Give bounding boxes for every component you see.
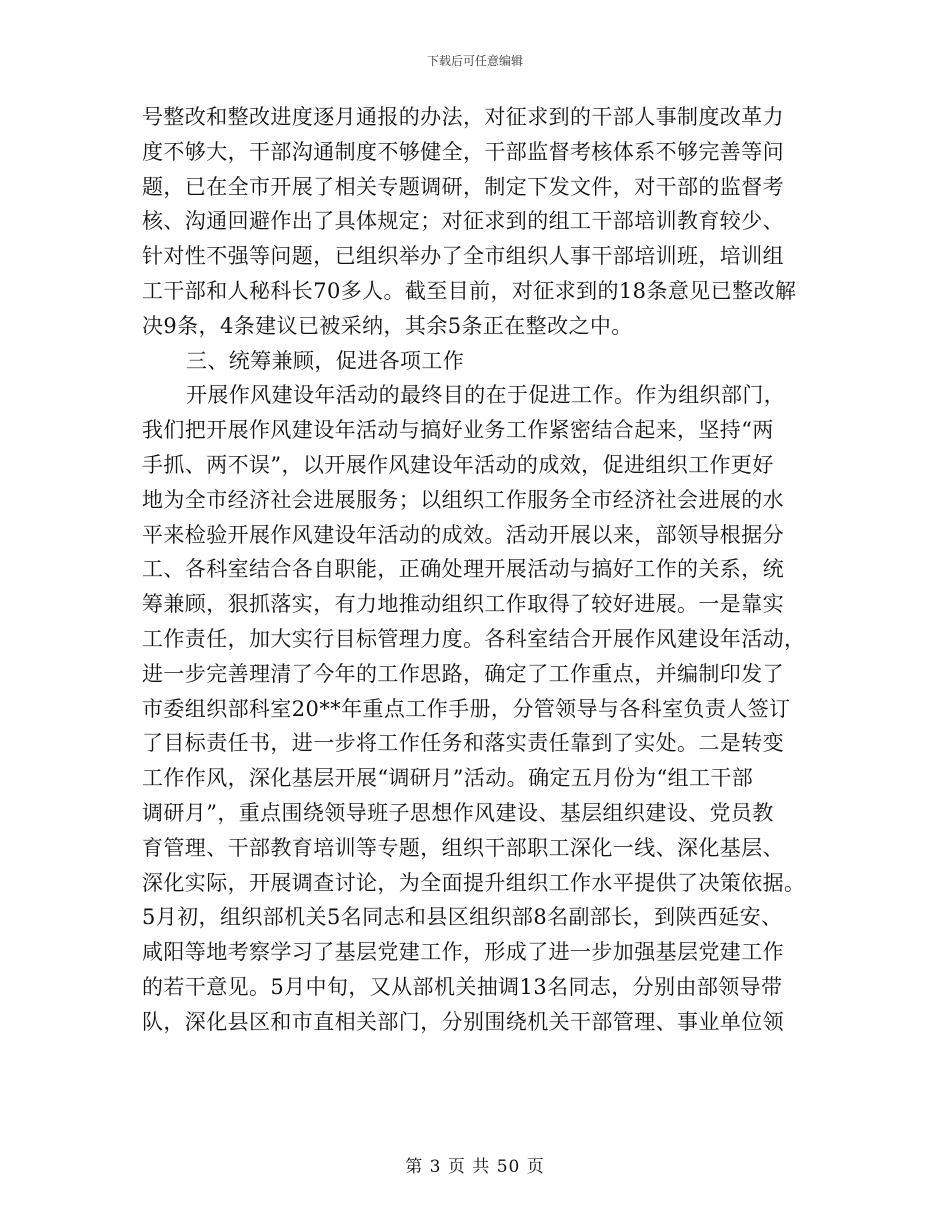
text-line: 决9条，4条建议已被采纳，其余5条正在整改之中。 xyxy=(142,313,633,338)
text-line: 题，已在全市开展了相关专题调研，制定下发文件，对干部的监督考 xyxy=(142,174,784,199)
text-line: 针对性不强等问题，已组织举办了全市组织人事干部培训班，培训组 xyxy=(142,244,784,269)
text-line: 度不够大，干部沟通制度不够健全，干部监督考核体系不够完善等问 xyxy=(142,139,784,164)
text-line: 咸阳等地考察学习了基层党建工作，形成了进一步加强基层党建工作 xyxy=(142,940,784,965)
text-line: 工干部和人秘科长70多人。截至目前，对征求到的18条意见已整改解 xyxy=(142,278,797,303)
text-line: 手抓、两不误”，以开展作风建设年活动的成效，促进组织工作更好 xyxy=(142,452,774,477)
body-text xyxy=(142,100,810,1040)
text-line: 开展作风建设年活动的最终目的在于促进工作。作为组织部门， xyxy=(186,383,786,408)
text-line: 号整改和整改进度逐月通报的办法，对征求到的干部人事制度改革力 xyxy=(142,105,784,129)
text-line: 工作作风，深化基层开展“调研月”活动。确定五月份为“组工干部 xyxy=(142,766,754,791)
text-line: 育管理、干部教育培训等专题，组织干部职工深化一线、深化基层、 xyxy=(142,835,784,860)
text-line: 我们把开展作风建设年活动与搞好业务工作紧密结合起来，坚持“两 xyxy=(142,418,774,443)
page-footer: 第 3 页 共 50 页 xyxy=(405,1157,545,1177)
text-line: 5月初，组织部机关5名同志和县区组织部8名副部长，到陕西延安、 xyxy=(142,905,783,930)
text-line: 核、沟通回避作出了具体规定；对征求到的组工干部培训教育较少、 xyxy=(142,209,784,234)
text-line: 的若干意见。5月中旬，又从部机关抽调13名同志，分别由部领导带 xyxy=(142,974,783,999)
text-line: 进一步完善理清了今年的工作思路，确定了工作重点，并编制印发了 xyxy=(142,661,784,686)
text-line: 调研月”，重点围绕领导班子思想作风建设、基层组织建设、党员教 xyxy=(142,800,774,825)
text-line: 筹兼顾，狠抓落实，有力地推动组织工作取得了较好进展。一是靠实 xyxy=(142,592,784,617)
text-line: 工、各科室结合各自职能，正确处理开展活动与搞好工作的关系，统 xyxy=(142,557,784,582)
text-line: 队，深化县区和市直相关部门，分别围绕机关干部管理、事业单位领 xyxy=(142,1009,784,1034)
section-heading: 三、统筹兼顾，促进各项工作 xyxy=(186,348,465,373)
text-line: 深化实际，开展调查讨论，为全面提升组织工作水平提供了决策依据。 xyxy=(142,870,806,895)
page-header: 下载后可任意编辑 xyxy=(426,54,523,68)
text-line: 地为全市经济社会进展服务；以组织工作服务全市经济社会进展的水 xyxy=(142,487,784,512)
text-line: 了目标责任书，进一步将工作任务和落实责任靠到了实处。二是转变 xyxy=(142,731,784,756)
text-line: 平来检验开展作风建设年活动的成效。活动开展以来，部领导根据分 xyxy=(142,522,784,547)
text-line: 市委组织部科室20**年重点工作手册，分管领导与各科室负责人签订 xyxy=(142,696,791,721)
text-line: 工作责任，加大实行目标管理力度。各科室结合开展作风建设年活动， xyxy=(142,626,806,651)
